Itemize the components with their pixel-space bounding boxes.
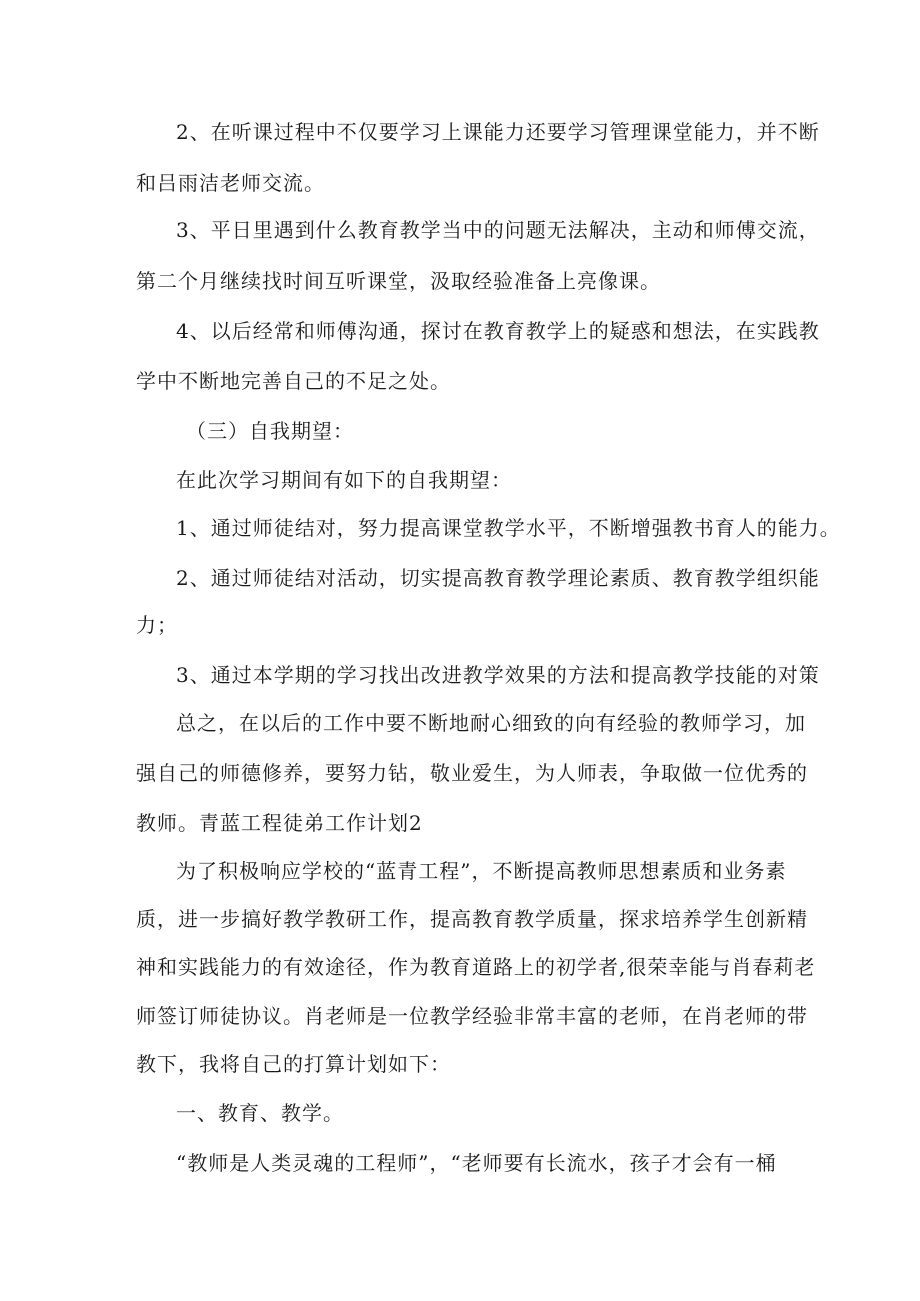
text-line: 和吕雨洁老师交流。	[136, 171, 325, 195]
text-line: 2、通过师徒结对活动，切实提高教育教学理论素质、教育教学组织能	[176, 566, 820, 590]
text-line: 第二个月继续找时间互听课堂，汲取经验准备上亮像课。	[136, 269, 661, 293]
text-line: 师签订师徒协议。肖老师是一位教学经验非常丰富的老师，在肖老师的带	[136, 1004, 808, 1028]
text-line: 教下，我将自己的打算计划如下：	[136, 1052, 451, 1076]
text-line: 强自己的师德修养，要努力钻，敬业爱生，为人师表，争取做一位优秀的	[136, 761, 808, 785]
text-line: 在此次学习期间有如下的自我期望：	[176, 468, 512, 492]
text-line: 3、通过本学期的学习找出改进教学效果的方法和提高教学技能的对策	[176, 663, 820, 687]
text-line: 神和实践能力的有效途径，作为教育道路上的初学者,很荣幸能与肖春莉老	[136, 955, 816, 979]
text-line: “教师是人类灵魂的工程师”，“老师要有长流水，孩子才会有一桶	[176, 1151, 777, 1175]
text-line: 2、在听课过程中不仅要学习上课能力还要学习管理课堂能力，并不断	[176, 120, 820, 144]
text-line: 为了积极响应学校的“蓝青工程”，不断提高教师思想素质和业务素	[176, 859, 787, 883]
text-line: 1、通过师徒结对，努力提高课堂教学水平，不断增强教书育人的能力。	[176, 516, 841, 540]
section-heading: （三）自我期望：	[186, 419, 354, 443]
text-line: 总之，在以后的工作中要不断地耐心细致的向有经验的教师学习，加	[176, 711, 806, 735]
text-line: 力；	[136, 613, 178, 637]
text-line: 3、平日里遇到什么教育教学当中的问题无法解决，主动和师傅交流，	[176, 218, 820, 242]
text-line: 质，进一步搞好教学教研工作，提高教育教学质量，探求培养学生创新精	[136, 907, 808, 931]
text-line: 教师。青蓝工程徒弟工作计划2	[136, 811, 423, 835]
text-line: 4、以后经常和师傅沟通，探讨在教育教学上的疑惑和想法，在实践教	[176, 319, 820, 343]
section-heading: 一、教育、教学。	[176, 1101, 344, 1125]
text-line: 学中不断地完善自己的不足之处。	[136, 369, 451, 393]
